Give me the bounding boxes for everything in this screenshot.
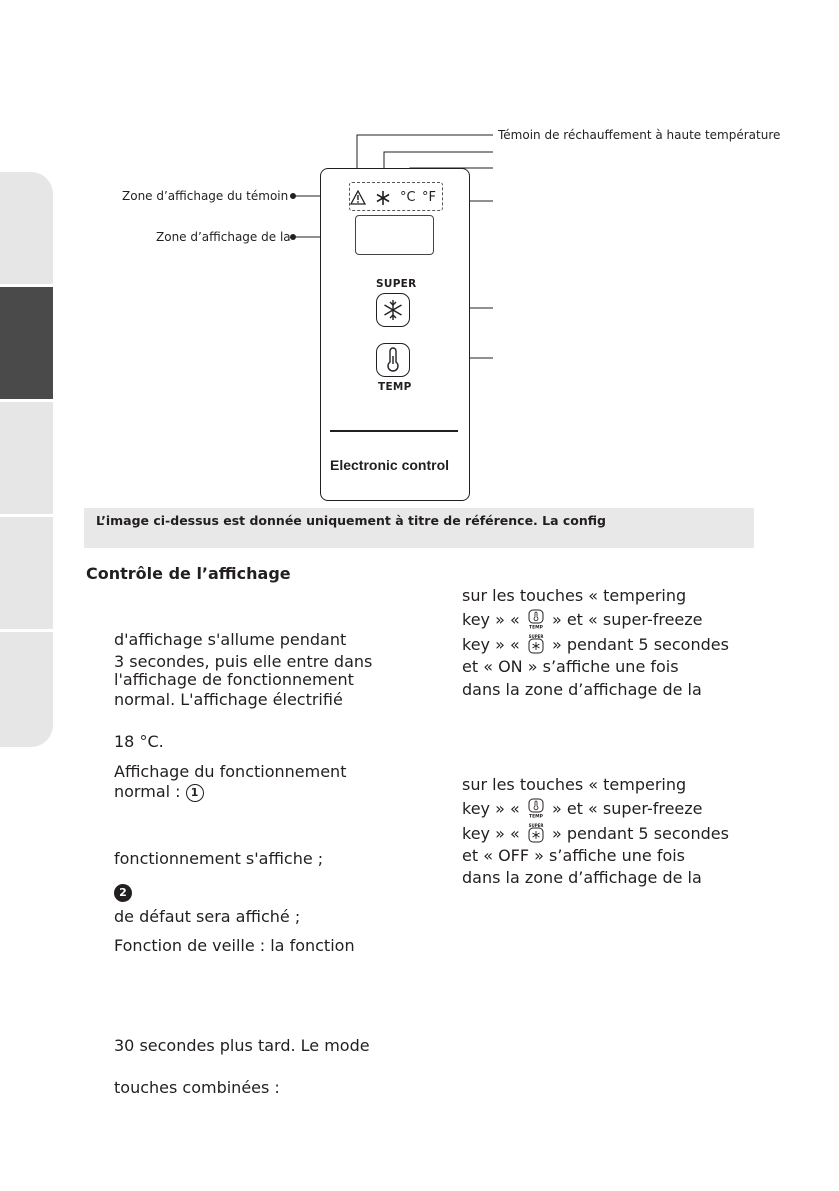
circled-number-1: 1 [186,784,204,802]
body-line: 18 °C. [114,732,164,751]
panel-divider [330,430,458,432]
circled-number-row [114,881,132,903]
body-line: dans la zone d’affichage de la [462,868,702,887]
body-line: sur les touches « tempering [462,586,687,605]
super-freeze-button[interactable] [376,293,410,327]
snowflake-icon [377,294,409,326]
body-line: normal. L'affichage électrifié [114,690,343,709]
temp-key-icon [527,798,545,818]
body-text: key » « [462,635,520,654]
body-line-with-icon [462,634,729,656]
section-heading: Contrôle de l’affichage [86,564,291,583]
body-line: d'affichage s'allume pendant [114,630,347,649]
super-key-icon [527,634,545,654]
body-line: de défaut sera affiché ; [114,907,301,926]
svg-text:SUPER: SUPER [528,634,544,639]
body-line: fonctionnement s'affiche ; [114,849,324,868]
temp-caption: TEMP [378,381,412,393]
svg-text:TEMP: TEMP [528,814,543,818]
body-text: » et « super-freeze [551,610,703,629]
body-line: sur les touches « tempering [462,775,687,794]
warning-triangle-icon [350,190,366,205]
body-text: » pendant 5 secondes [551,824,729,843]
body-line-with-number [114,781,204,803]
body-text: » et « super-freeze [551,799,703,818]
body-line: Affichage du fonctionnement [114,762,347,781]
display-zone-label: Zone d’affichage de la [156,230,291,244]
body-line: dans la zone d’affichage de la [462,680,702,699]
temp-key-icon [527,609,545,629]
svg-text:TEMP: TEMP [528,625,543,629]
fahrenheit-unit: °F [422,190,436,205]
body-line: et « OFF » s’affiche une fois [462,846,686,865]
body-text: key » « [462,799,520,818]
circled-number-2: 2 [114,884,132,902]
tempering-button[interactable] [376,343,410,377]
body-line: normal : [114,782,186,801]
body-line: 30 secondes plus tard. Le mode [114,1036,370,1055]
super-caption: SUPER [376,278,417,290]
svg-text:SUPER: SUPER [528,823,544,828]
electronic-control-label: Electronic control [330,457,450,473]
indicator-zone-label: Zone d’affichage du témoin [122,189,289,203]
warning-indicator-label: Témoin de réchauffement à haute température [498,128,781,142]
body-line: 3 secondes, puis elle entre dans [114,652,373,671]
super-key-icon [527,823,545,843]
body-text: key » « [462,610,520,629]
body-text: key » « [462,824,520,843]
side-tab-4[interactable] [0,517,53,629]
body-line: et « ON » s’affiche une fois [462,657,679,676]
celsius-unit: °C [400,190,416,205]
body-line-with-icon [462,798,703,820]
snowflake-icon [375,190,391,206]
body-text: » pendant 5 secondes [551,635,729,654]
side-tab-5[interactable] [0,632,53,747]
body-line: Fonction de veille : la fonction [114,936,355,955]
thermometer-icon [377,344,409,376]
temperature-display [355,215,434,255]
body-line-with-icon [462,609,703,631]
body-line: touches combinées : [114,1078,280,1097]
body-line: l'affichage de fonctionnement [114,670,354,689]
note-text: L’image ci-dessus est donnée uniquement à titre de référence. La config [96,513,607,528]
body-line-with-icon [462,823,729,845]
